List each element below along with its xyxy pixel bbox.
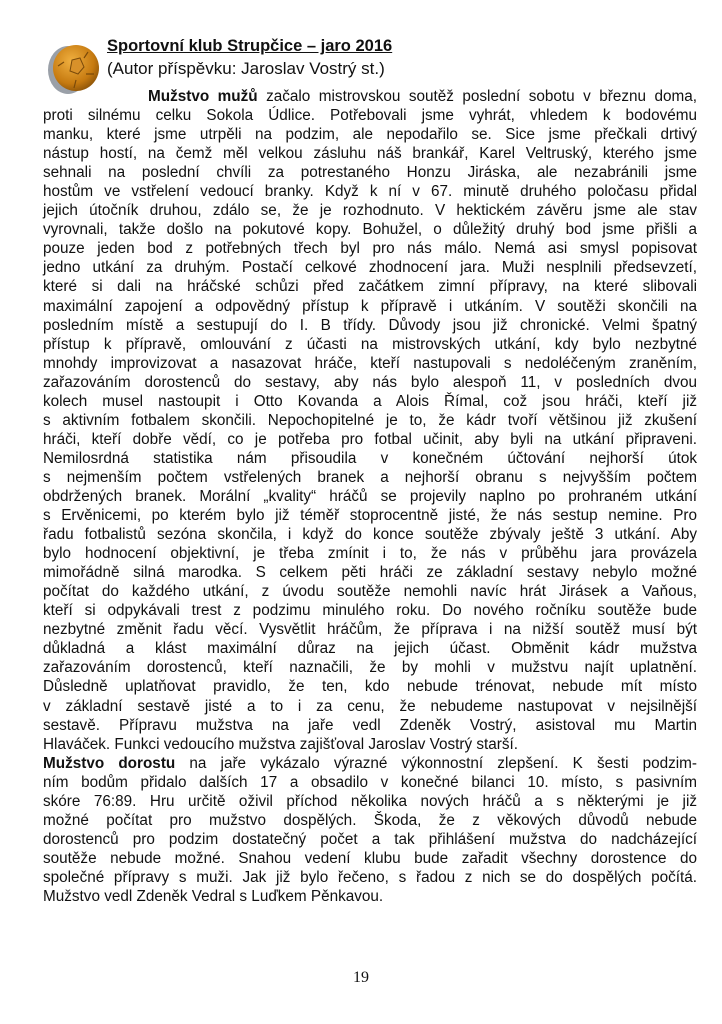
line-text: maximální zapojení a odpovědný přístup k přípravě i utkáním. V soutěži skončili na (43, 297, 697, 315)
paragraph-line (43, 373, 697, 392)
line-text: proti silnému celku Sokola Údlice. Potřebovali jsme vyhrát, vhledem k bodovému (43, 107, 697, 125)
article-author: (Autor příspěvku: Jaroslav Vostrý st.) (107, 59, 385, 78)
line-text: s aktivním fotbalem skončili. Nepochopitelné je to, že kádr tvoří většinou již zkušení (43, 411, 697, 429)
paragraph-line (43, 258, 697, 277)
line-text: kolech musel nastoupit i Otto Kovanda a Alois Římal, což jsou hráči, kteří již (43, 392, 697, 410)
paragraph-line (43, 163, 697, 182)
line-text: hostům ve vstřelení vedoucí branky. Když k ní v 67. minutě druhého poločasu přidal (43, 183, 697, 201)
line-text: vyrovnali, takže došlo na pokutové kopy. Bohužel, o důležitý druhý bod jsme přišli a (43, 221, 697, 239)
line-text: Mužstvo vedl Zdeněk Vedral s Luďkem Pěnkavou. (43, 887, 384, 905)
paragraph-line (43, 887, 697, 906)
line-text: Nemilosrdná statistika nám přisoudila v konečném účtování nejhorší útok (43, 449, 697, 467)
line-text: bylo hodnocení objektivní, je třeba zmínit i to, že nás v průběhu jara provázela (43, 545, 697, 563)
line-text: dorostenců pro podzim dostatečný počet a tak přihlášení mužstva do nadcházející (43, 830, 697, 848)
paragraph-line (43, 411, 697, 430)
paragraph-line (43, 506, 697, 525)
article-title: Sportovní klub Strupčice – jaro 2016 (107, 37, 393, 55)
line-text: v základní sestavě jisté a to i za cenu, že nebudeme nastupovat v nejsilnější (43, 697, 697, 715)
line-text: řadu fotbalistů sezóna skončila, i když do konce soutěže zbývaly ještě 3 utkání. Aby (43, 526, 697, 544)
paragraph-line (43, 87, 697, 106)
paragraph-line (43, 773, 697, 792)
line-text: kteří si odpykávali trest z podzimu minulého roku. Do nového ročníku soutěže bude (43, 602, 697, 620)
paragraph-line (43, 125, 697, 144)
article-body (43, 87, 697, 906)
paragraph-line (43, 220, 697, 239)
paragraph-line (43, 754, 697, 773)
paragraph-line (43, 182, 697, 201)
line-text: začalo mistrovskou soutěž poslední sobotu v březnu doma, (257, 88, 697, 105)
paragraph-line (43, 201, 697, 220)
paragraph-line (43, 449, 697, 468)
line-text: obdržených branek. Morální „kvality“ hráčů se projevily naplno po prohraném utkání (43, 487, 697, 505)
paragraph-line (43, 239, 697, 258)
paragraph-line (43, 316, 697, 335)
paragraph-line (43, 277, 697, 296)
line-text: společné přípravy s muži. Jak již bylo řečeno, s řadou z nich se do dospělých počítá. (43, 868, 697, 886)
paragraph-line (43, 487, 697, 506)
line-text: manku, které jsme utrpěli na podzim, ale nepodařilo se. Sice jsme přečkali drtivý (43, 126, 697, 144)
paragraph-line (43, 830, 697, 849)
paragraph-line (43, 697, 697, 716)
page-number: 19 (353, 969, 369, 986)
line-text: sehnali na poslední chvíli za potrestaného Honzu Jiráska, ale nezabránili jsme (43, 164, 697, 182)
paragraph-line (43, 716, 697, 735)
paragraph-line (43, 297, 697, 316)
line-text: možné počítat pro mužstvo dospělých. Škoda, že z věkových důvodů nebude (43, 811, 697, 829)
paragraph-line (43, 468, 697, 487)
paragraph-line (43, 563, 697, 582)
paragraph-line (43, 582, 697, 601)
line-text: na jaře vykázalo výrazné výkonnostní zlepšení. K šesti podzim- (175, 754, 698, 772)
line-text: nezbytné změnit řadu věcí. Vysvětlit hráčům, že příprava i na nižší soutěž musí být (43, 621, 697, 639)
paragraph-line (43, 677, 697, 696)
paragraph-line (43, 430, 697, 449)
line-text: Hlaváček. Funkci vedoucího mužstva zajišťoval Jaroslav Vostrý starší. (43, 735, 519, 753)
paragraph-line (43, 544, 697, 563)
line-text: posledním místě a sestupují do I. B třídy. Důvody jsou již chronické. Velmi špatný (43, 316, 697, 334)
paragraph-lead: Mužstvo dorostu (43, 754, 176, 772)
paragraph-line (43, 868, 697, 887)
paragraph-line (43, 335, 697, 354)
paragraph-line (43, 144, 697, 163)
line-text: mimořádně silná marodka. S celkem pěti hráči ze základní sestavy nebylo možné (43, 564, 697, 582)
line-text: pouze jeden bod z potřebných třech byl pro nás málo. Nemá asi smysl popisovat (43, 240, 697, 258)
paragraph-line (43, 811, 697, 830)
paragraph-line (43, 525, 697, 544)
line-text: které si dali na hráčské schůzi před začátkem zimní přípravy, na které slibovali (43, 278, 697, 296)
line-text: zařazováním dorostenců, kteří naznačili, že by mohli v mužstvu najít uplatnění. (43, 659, 697, 677)
line-text: soutěže nebude možné. Snahou vedení klubu bude zařadit všechny dorostence do (43, 849, 697, 867)
paragraph-line (43, 792, 697, 811)
line-text: zařazováním dorostenců do sestavy, aby nás bylo alespoň 11, v posledních dvou (43, 373, 697, 391)
line-text: důkladná a klást maximální důraz na jejich účast. Obměnit kádr mužstva (43, 640, 697, 658)
line-text: s Ervěnicemi, po kterém bylo již téměř stoprocentně jisté, že nás sestup nemine. Pro (43, 507, 697, 525)
paragraph-line (43, 639, 697, 658)
line-text: skóre 76:89. Hru určitě oživil příchod několika nových hráčů a s některými je již (43, 792, 697, 810)
line-text: Důsledně uplatňovat pravidlo, že ten, kdo nebude trénovat, nebude mít místo (43, 678, 697, 696)
line-text: nástup hostí, na čemž měl velkou zásluhu náš brankář, Karel Veltruský, kterého jsme (43, 145, 697, 163)
paragraph-line (43, 106, 697, 125)
line-text: jedno utkání za druhým. Postačí celkové zhodnocení jara. Muži nesplnili předsevzetí, (43, 259, 697, 277)
line-text: ním bodům přidalo dalších 17 a obsadilo v konečné bilanci 10. místo, s pasivním (43, 773, 697, 791)
paragraph-line (43, 658, 697, 677)
paragraph-line (43, 601, 697, 620)
line-text: mnohdy improvizovat a nasazovat hráče, kteří nastupovali s nedoléčeným zraněním, (43, 354, 697, 372)
paragraph-lead: Mužstvo mužů (148, 88, 258, 105)
paragraph-line (43, 735, 697, 754)
line-text: s nejmenším počtem vstřelených branek a nejhorší obranu s nejvyšším počtem (43, 468, 697, 486)
line-text: počítat do každého utkání, z úvodu soutěže nemohli navíc hrát Jirásek a Vaňous, (43, 583, 697, 601)
line-text: hráči, kteří dobře vědí, co je potřeba pro fotbal učinit, aby byli na utkání připraveni. (43, 430, 697, 448)
line-text: přístup k přípravě, omlouvání z účasti na mistrovských utkání, kdy bylo nezbytné (43, 335, 697, 353)
line-text: jejich útočník druhou, zdálo se, že je rozhodnuto. V hektickém závěru jsme ale stav (43, 202, 697, 220)
paragraph-line (43, 849, 697, 868)
paragraph-line (43, 620, 697, 639)
line-text: sestavě. Přípravu mužstva na jaře vedl Zdeněk Vostrý, asistoval mu Martin (43, 716, 697, 734)
paragraph-line (43, 354, 697, 373)
paragraph-line (43, 392, 697, 411)
